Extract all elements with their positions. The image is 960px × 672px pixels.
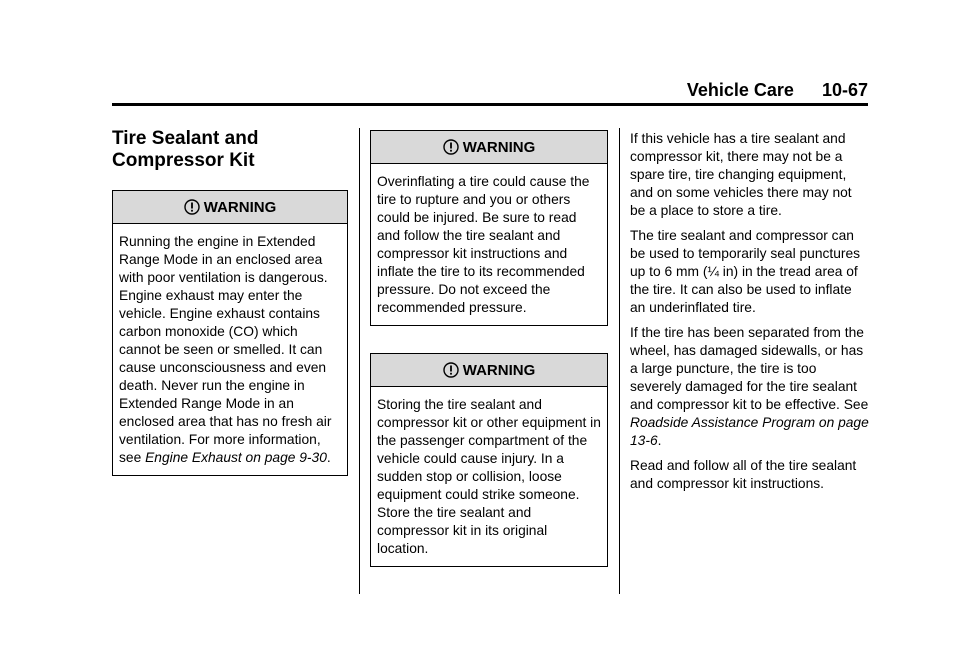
page-header [112,78,868,106]
paragraph: If this vehicle has a tire sealant and compressor kit, there may not be a spare tire, tire changing equipment, and on some vehicles there may not be a place to store a tire. [630,131,852,218]
paragraph [630,324,870,450]
column-divider-2 [619,128,620,594]
paragraph: The tire sealant and compressor can be used to temporarily seal punctures up to 6 mm (¼ in) in the tread area of the tire. It can also be used to inflate an underinflated tire. [630,228,861,315]
section-title-line2: Compressor Kit [112,150,255,171]
warning-text: Overinflating a tire could cause the tire to rupture and you or others could be injured. Be sure to read and follow the tire sealant and compressor kit instructions and inflate the tire to its recommended pressure. Do not exceed the recommended pressure. [377,174,590,315]
warning-heading: WARNING [462,361,536,379]
header-text [687,80,868,101]
header-section: Vehicle Care [686,80,794,100]
warning-icon [443,139,459,155]
warning-icon [443,362,459,378]
warning-suffix: . [326,450,331,465]
cross-reference-link[interactable]: Roadside Assistance Program on page 13-6 [630,415,869,448]
warning-body-text: Running the engine in Extended Range Mode in an enclosed area with poor ventilation is dangerous. Engine exhaust may enter the vehicle. Engine exhaust contains carbon monoxide (CO) which cannot be seen or smelled. It can cause unconsciousness and even death. Never run the engine in Extended Range Mode in an enclosed area that has no fresh air ventilation. For more information, see [119,234,332,465]
warning-heading: WARNING [462,138,536,156]
header-rule [112,103,868,106]
warning-header [113,191,347,224]
warning-icon [184,199,200,215]
column-divider-1 [359,128,360,594]
paragraph-text: If the tire has been separated from the wheel, has damaged sidewalls, or has a large puncture, the tire is too severely damaged for the tire sealant and compressor kit to be effective. See [630,325,869,412]
warning-box-storing [370,353,608,567]
cross-reference-link[interactable]: Engine Exhaust on page 9-30 [145,450,327,465]
column-3 [630,130,870,500]
paragraph: Read and follow all of the tire sealant and compressor kit instructions. [630,458,857,491]
column-2 [370,130,608,567]
warning-header [371,354,607,387]
warning-box-overinflating [370,130,608,326]
paragraph-suffix: . [657,433,662,448]
warning-header [371,131,607,164]
section-title-line1: Tire Sealant and [112,128,259,149]
warning-heading: WARNING [203,198,277,216]
column-1 [112,128,348,476]
warning-text: Storing the tire sealant and compressor kit or other equipment in the passenger compartment of the vehicle could cause injury. In a sudden stop or collision, loose equipment could strike someone. Store the tire sealant and compressor kit in its original location. [377,397,601,556]
warning-text [113,224,347,475]
section-title [112,128,348,172]
header-page-number: 10-67 [821,80,868,100]
warning-box-exhaust [112,190,348,476]
